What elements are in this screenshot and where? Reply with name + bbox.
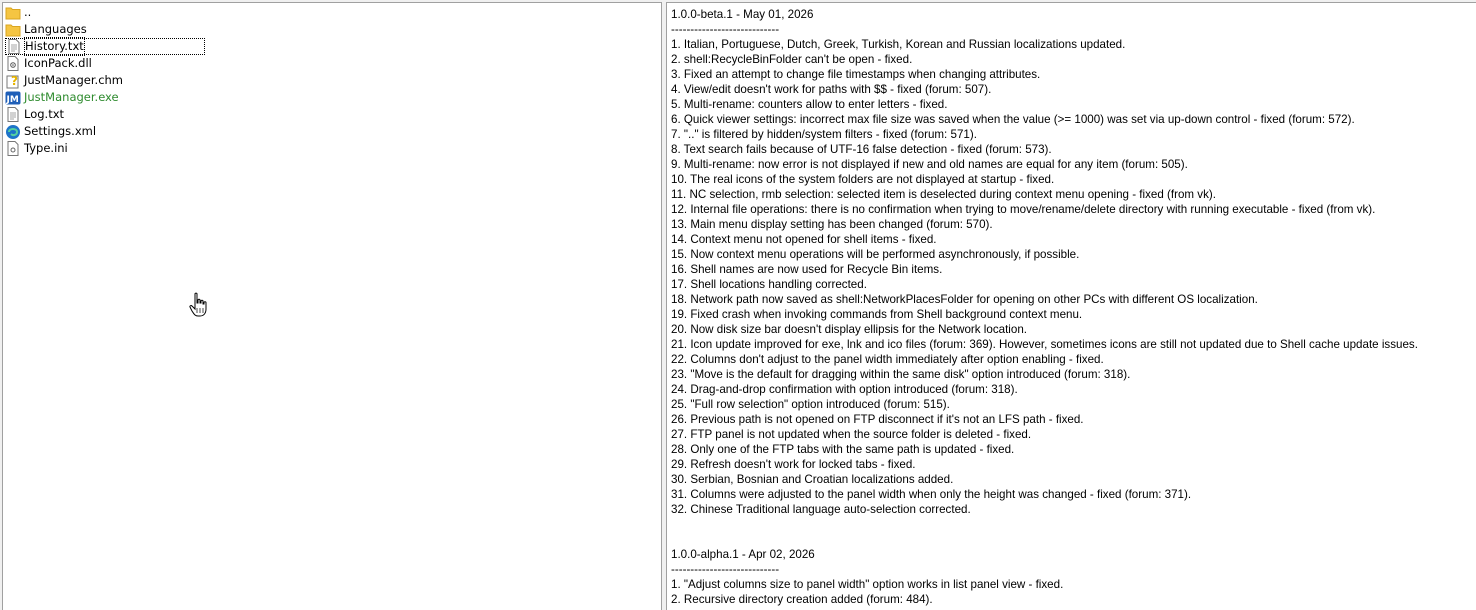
file-item[interactable] <box>5 21 205 38</box>
file-name: Log.txt <box>24 107 65 121</box>
viewer-line: 1.0.0-beta.1 - May 01, 2026 <box>671 8 814 21</box>
ini-file-icon <box>5 141 21 157</box>
viewer-line: 4. View/edit doesn't work for paths with $$ - fixed (forum: 507). <box>671 83 992 96</box>
folder-up-icon <box>5 5 21 21</box>
viewer-line: 27. FTP panel is not updated when the source folder is deleted - fixed. <box>671 428 1032 441</box>
viewer-line: 31. Columns were adjusted to the panel width when only the height was changed - fixed (forum: 371). <box>671 488 1192 501</box>
viewer-line: 6. Quick viewer settings: incorrect max file size was saved when the value (>= 1000) was set via up-down control - fixed (forum: 572). <box>671 113 1355 126</box>
file-name: Languages <box>24 22 87 36</box>
dll-file-icon <box>5 56 21 72</box>
viewer-line: 15. Now context menu operations will be performed asynchronously, if possible. <box>671 248 1080 261</box>
file-name: Type.ini <box>24 141 68 155</box>
viewer-line <box>671 532 1476 547</box>
viewer-line: 5. Multi-rename: counters allow to enter letters - fixed. <box>671 98 948 111</box>
hand-pointer-icon <box>189 292 209 318</box>
viewer-line: 13. Main menu display setting has been changed (forum: 570). <box>671 218 993 231</box>
file-item[interactable] <box>5 89 205 106</box>
quick-viewer-panel[interactable] <box>666 2 1476 610</box>
viewer-line <box>671 517 1476 532</box>
viewer-line: 2. shell:RecycleBinFolder can't be open - fixed. <box>671 53 913 66</box>
viewer-line: 22. Columns don't adjust to the panel width immediately after option enabling - fixed. <box>671 353 1104 366</box>
svg-text:?: ? <box>11 73 18 88</box>
viewer-line: 1. Italian, Portuguese, Dutch, Greek, Turkish, Korean and Russian localizations updated. <box>671 38 1126 51</box>
file-list <box>5 4 205 157</box>
file-item[interactable] <box>5 55 205 72</box>
svg-text:JM: JM <box>6 94 19 105</box>
text-file-icon <box>5 107 21 123</box>
file-name: IconPack.dll <box>24 56 92 70</box>
viewer-text <box>671 7 1476 607</box>
file-name: .. <box>24 5 32 19</box>
viewer-line: 25. "Full row selection" option introduced (forum: 515). <box>671 398 950 411</box>
help-file-icon <box>5 73 21 89</box>
viewer-line: 26. Previous path is not opened on FTP disconnect if it's not an LFS path - fixed. <box>671 413 1084 426</box>
viewer-line: 16. Shell names are now used for Recycle Bin items. <box>671 263 943 276</box>
viewer-line: 21. Icon update improved for exe, lnk and ico files (forum: 369). However, sometimes icons are still not updated due to Shell cache update issues. <box>671 338 1418 351</box>
viewer-line: 14. Context menu not opened for shell items - fixed. <box>671 233 937 246</box>
viewer-line: 11. NC selection, rmb selection: selected item is deselected during context menu opening - fixed (from vk). <box>671 188 1216 201</box>
viewer-line: 20. Now disk size bar doesn't display ellipsis for the Network location. <box>671 323 1027 336</box>
viewer-line: 1.0.0-alpha.1 - Apr 02, 2026 <box>671 548 815 561</box>
viewer-line: 10. The real icons of the system folders are not displayed at startup - fixed. <box>671 173 1055 186</box>
viewer-line: 7. ".." is filtered by hidden/system filters - fixed (forum: 571). <box>671 128 977 141</box>
viewer-line: 32. Chinese Traditional language auto-selection corrected. <box>671 503 971 516</box>
text-file-icon <box>6 39 22 55</box>
file-name: JustManager.chm <box>24 73 124 87</box>
file-item[interactable] <box>5 38 205 55</box>
file-name: Settings.xml <box>24 124 97 138</box>
viewer-line: 29. Refresh doesn't work for locked tabs - fixed. <box>671 458 916 471</box>
file-item[interactable] <box>5 140 205 157</box>
viewer-line: ---------------------------- <box>671 563 780 576</box>
file-item[interactable] <box>5 72 205 89</box>
viewer-line: 17. Shell locations handling corrected. <box>671 278 867 291</box>
viewer-line: ---------------------------- <box>671 23 780 36</box>
viewer-line: 30. Serbian, Bosnian and Croatian localizations added. <box>671 473 954 486</box>
viewer-line: 23. "Move is the default for dragging within the same disk" option introduced (forum: 318). <box>671 368 1131 381</box>
viewer-line: 12. Internal file operations: there is no confirmation when trying to move/rename/delete directory with running executable - fixed (from vk). <box>671 203 1376 216</box>
folder-icon <box>5 22 21 38</box>
file-item[interactable] <box>5 123 205 140</box>
file-item[interactable] <box>5 106 205 123</box>
viewer-line: 8. Text search fails because of UTF-16 false detection - fixed (forum: 573). <box>671 143 1052 156</box>
xml-file-icon <box>5 124 21 140</box>
file-name: History.txt <box>25 39 84 53</box>
viewer-line: 3. Fixed an attempt to change file timestamps when changing attributes. <box>671 68 1041 81</box>
file-item[interactable] <box>5 4 205 21</box>
app-icon <box>5 90 21 106</box>
file-name: JustManager.exe <box>24 90 119 104</box>
viewer-line: 9. Multi-rename: now error is not displayed if new and old names are equal for any item (forum: 505). <box>671 158 1188 171</box>
viewer-line: 1. "Adjust columns size to panel width" option works in list panel view - fixed. <box>671 578 1064 591</box>
left-file-panel[interactable] <box>2 2 662 610</box>
viewer-line: 2. Recursive directory creation added (forum: 484). <box>671 593 933 606</box>
viewer-line: 24. Drag-and-drop confirmation with option introduced (forum: 318). <box>671 383 1018 396</box>
viewer-line: 28. Only one of the FTP tabs with the same path is updated - fixed. <box>671 443 1015 456</box>
viewer-line: 18. Network path now saved as shell:NetworkPlacesFolder for opening on other PCs with different OS localization. <box>671 293 1258 306</box>
viewer-line: 19. Fixed crash when invoking commands from Shell background context menu. <box>671 308 1083 321</box>
